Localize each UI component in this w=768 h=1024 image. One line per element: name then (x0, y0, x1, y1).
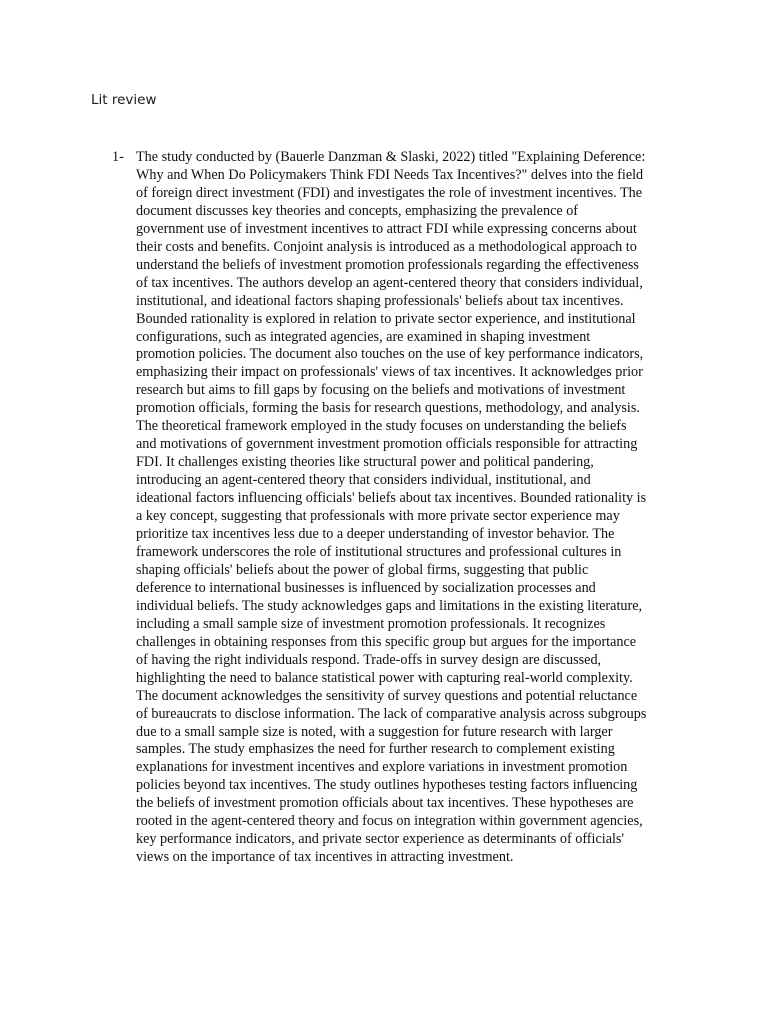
paragraph-line: due to a small sample size is noted, with a suggestion for future research with larger (136, 723, 613, 740)
paragraph-line: emphasizing their impact on professionals' views of tax incentives. It acknowledges prior (136, 364, 643, 381)
paragraph-line: document discusses key theories and concepts, emphasizing the prevalence of (136, 202, 579, 219)
paragraph-line: including a small sample size of investment promotion professionals. It recognizes (136, 615, 606, 632)
numbered-list (112, 149, 682, 867)
paragraph-line: configurations, such as integrated agencies, are examined in shaping investment (136, 328, 591, 345)
paragraph-line: of tax incentives. The authors develop an agent-centered theory that considers individual, (136, 274, 643, 291)
page-heading: Lit review (91, 92, 157, 108)
paragraph-line: prioritize tax incentives less due to a deeper understanding of investor behavior. The (136, 526, 615, 543)
paragraph-line: key performance indicators, and private sector experience as determinants of officials' (136, 831, 625, 848)
paragraph-line: Why and When Do Policymakers Think FDI Needs Tax Incentives?" delves into the field (136, 166, 644, 183)
paragraph-line: deference to international businesses is influenced by socialization processes and (136, 579, 596, 596)
paragraph-line: institutional, and ideational factors shaping professionals' beliefs about tax incentives. (136, 292, 624, 309)
paragraph-line: research but aims to fill gaps by focusing on the beliefs and motivations of investment (136, 382, 626, 399)
paragraph-line: The theoretical framework employed in the study focuses on understanding the beliefs (136, 418, 627, 435)
paragraph-line: the beliefs of investment promotion officials about tax incentives. These hypotheses are (136, 795, 634, 812)
paragraph-line: and motivations of government investment promotion officials responsible for attracting (136, 436, 638, 453)
paragraph-line: introducing an agent-centered theory that considers individual, institutional, and (136, 472, 591, 489)
paragraph-line: samples. The study emphasizes the need for further research to complement existing (136, 741, 615, 758)
paragraph-line: framework underscores the role of institutional structures and professional cultures in (136, 543, 622, 560)
list-item (112, 149, 682, 867)
paragraph-line: their costs and benefits. Conjoint analysis is introduced as a methodological approach to (136, 238, 637, 255)
paragraph-line: understand the beliefs of investment promotion professionals regarding the effectiveness (136, 256, 639, 273)
paragraph-line: highlighting the need to balance statistical power with capturing real-world complexity. (136, 669, 633, 686)
paragraph-line: promotion policies. The document also touches on the use of key performance indicators, (136, 346, 644, 363)
paragraph-line: policies beyond tax incentives. The study outlines hypotheses testing factors influencing (136, 777, 638, 794)
paragraph-line: The study conducted by (Bauerle Danzman & Slaski, 2022) titled "Explaining Deference: (136, 149, 646, 165)
paragraph-line: of having the right individuals respond. Trade-offs in survey design are discussed, (136, 651, 602, 668)
paragraph-line: The document acknowledges the sensitivity of survey questions and potential reluctance (136, 687, 638, 704)
paragraph-line: promotion officials, forming the basis for research questions, methodology, and analysis. (136, 400, 640, 417)
paragraph-line: ideational factors influencing officials' beliefs about tax incentives. Bounded rationality is (136, 490, 647, 507)
paragraph-line: of bureaucrats to disclose information. The lack of comparative analysis across subgroups (136, 705, 647, 722)
paragraph-line: challenges in obtaining responses from this specific group but argues for the importance (136, 633, 637, 650)
paragraph-line: shaping officials' beliefs about the power of global firms, suggesting that public (136, 561, 589, 578)
paragraph-line: individual beliefs. The study acknowledges gaps and limitations in the existing literature, (136, 597, 643, 614)
paragraph-line: explanations for investment incentives and explore variations in investment promotion (136, 759, 628, 776)
paragraph-line: government use of investment incentives to attract FDI while expressing concerns about (136, 220, 637, 237)
list-item-paragraph (136, 149, 682, 867)
paragraph-line: Bounded rationality is explored in relation to private sector experience, and institutional (136, 310, 636, 327)
paragraph-line: FDI. It challenges existing theories like structural power and political pandering, (136, 454, 594, 471)
list-item-number: 1- (112, 149, 124, 165)
paragraph-line: of foreign direct investment (FDI) and investigates the role of investment incentives. The (136, 184, 643, 201)
paragraph-line: a key concept, suggesting that professionals with more private sector experience may (136, 508, 620, 525)
paragraph-line: views on the importance of tax incentives in attracting investment. (136, 849, 514, 866)
paragraph-line: rooted in the agent-centered theory and focus on integration within government agencies, (136, 813, 643, 830)
